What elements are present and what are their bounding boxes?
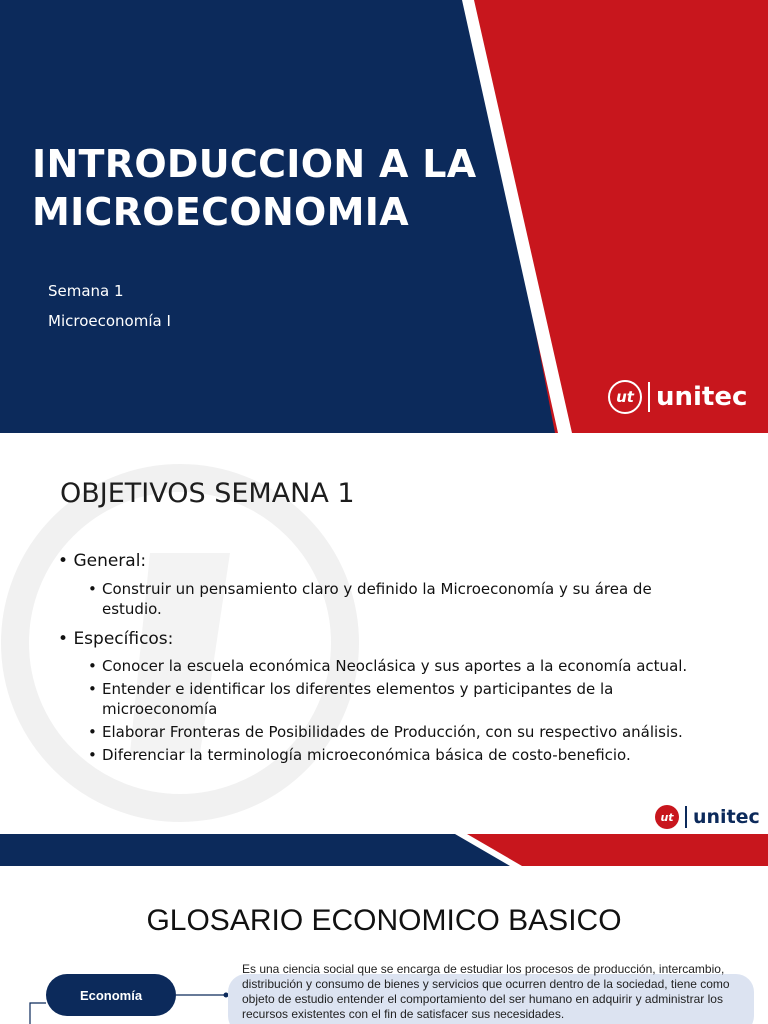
list-item — [88, 745, 708, 765]
list-item — [88, 722, 708, 742]
list-item — [88, 679, 642, 719]
term-pill: Economía — [46, 974, 176, 1016]
list-item-text: Elaborar Fronteras de Posibilidades de Producción, con su respectivo análisis. — [102, 723, 683, 741]
list-item-text: Entender e identificar los diferentes elementos y participantes de la microeconomía — [102, 680, 614, 718]
general-heading: • General: — [58, 551, 147, 571]
title-slide — [0, 0, 768, 433]
general-item — [88, 579, 688, 619]
unitec-logo-small — [655, 805, 760, 829]
bullet: • — [88, 723, 97, 741]
unitec-logo-icon: ut — [608, 380, 642, 414]
course-label: Microeconomía I — [48, 312, 171, 330]
bullet: • — [88, 680, 97, 698]
logo-divider — [648, 382, 650, 412]
specific-label: Específicos: — [73, 629, 174, 649]
specific-heading: • Específicos: — [58, 629, 174, 649]
bullet: • — [88, 657, 97, 675]
title-line-2: MICROECONOMIA — [32, 190, 409, 234]
glossary-slide — [0, 866, 768, 1024]
definition-text: Es una ciencia social que se encarga de estudiar los procesos de producción, intercambio, distribución y consumo de bienes y servicios que ocurren dentro de la sociedad, tiene como objeto de estudio entender el comportamiento del ser humano en adquirir y administrar los recursos existentes con el fin de satisfacer sus necesidades. — [242, 962, 730, 1021]
list-item-text: Diferenciar la terminología microeconómica básica de costo-beneficio. — [102, 746, 631, 764]
unitec-logo-icon: ut — [655, 805, 679, 829]
general-item-text: Construir un pensamiento claro y definido la Microeconomía y su área de estudio. — [102, 580, 652, 618]
bullet: • — [88, 580, 97, 598]
list-item-text: Conocer la escuela económica Neoclásica y sus aportes a la economía actual. — [102, 657, 688, 675]
logo-wordmark: unitec — [656, 382, 748, 412]
specific-list — [88, 656, 708, 765]
objectives-title: OBJETIVOS SEMANA 1 — [60, 478, 355, 509]
week-label: Semana 1 — [48, 282, 124, 300]
logo-wordmark: unitec — [693, 806, 760, 828]
bottom-banner — [0, 826, 768, 866]
glossary-title: GLOSARIO ECONOMICO BASICO — [146, 904, 622, 937]
general-label: General: — [73, 551, 147, 571]
bullet: • — [88, 746, 97, 764]
title-line-1: INTRODUCCION A LA — [32, 142, 477, 186]
unitec-logo — [608, 380, 747, 414]
slide-title — [32, 140, 502, 236]
logo-divider — [685, 806, 687, 828]
list-item — [88, 656, 708, 676]
